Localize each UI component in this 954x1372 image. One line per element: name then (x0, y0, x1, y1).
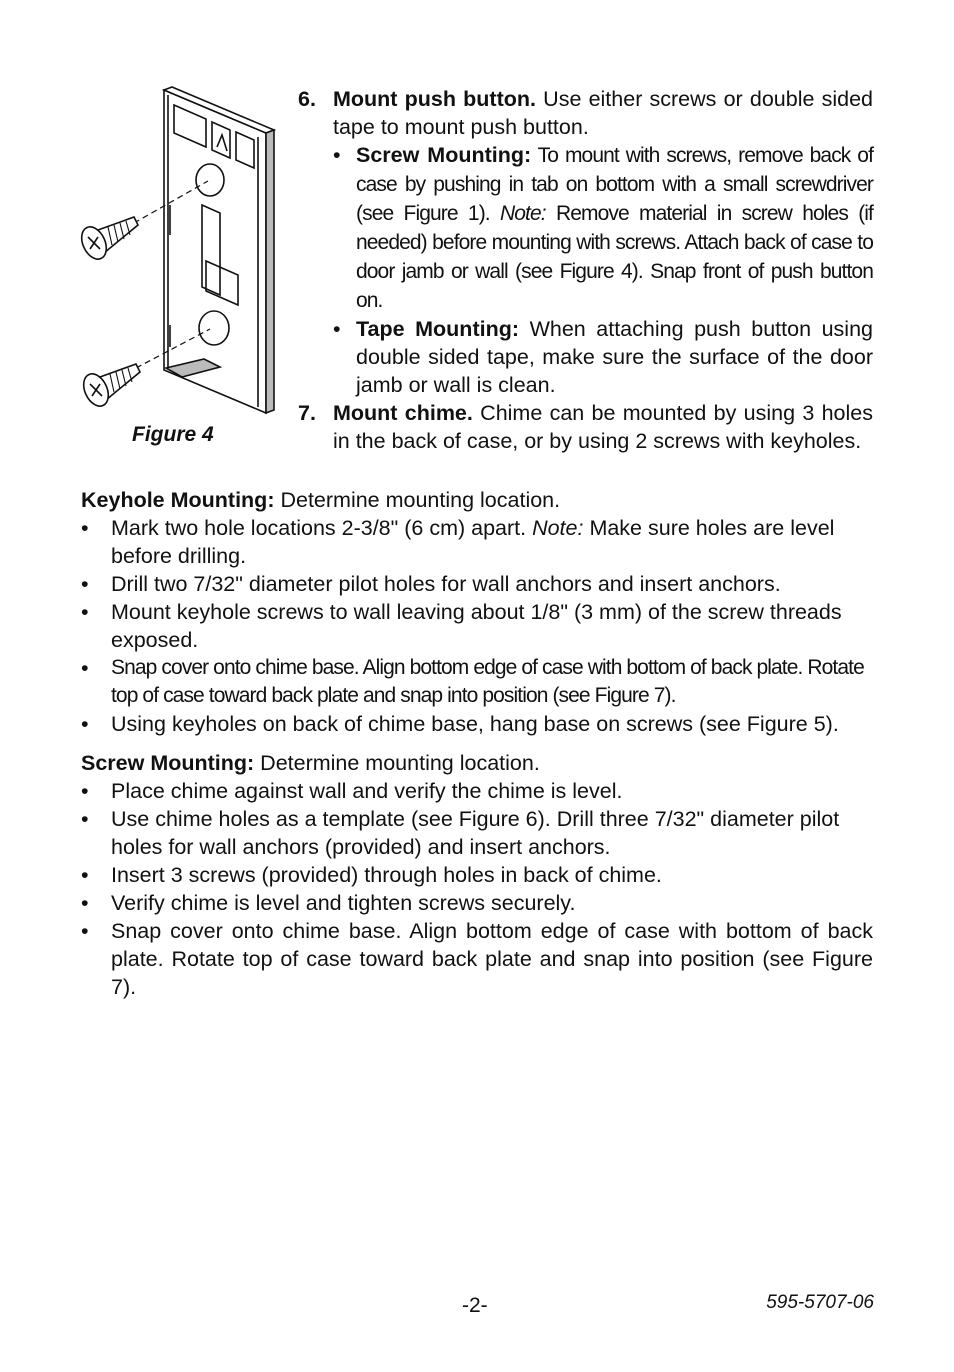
note-label: Note: (500, 202, 546, 225)
bullet: • (81, 656, 89, 680)
figure-caption: Figure 4 (132, 423, 214, 446)
item-text: Using keyholes on back of chime base, hang base on screws (see Figure 5). (111, 712, 839, 736)
item-text: Snap cover onto chime base. Align bottom edge of case with bottom of back plate. Rotate top of case toward back plate and snap into position (see Figure 7). (111, 656, 864, 707)
screw-mounting-section (81, 749, 873, 1001)
item-text: Place chime against wall and verify the chime is level. (111, 779, 623, 803)
document-code: 595-5707-06 (766, 1292, 874, 1313)
list-item (81, 570, 873, 598)
sub-title: Tape Mounting: (356, 317, 520, 341)
sub-text: When attaching push button using double sided tape, make sure the surface of the door jamb or wall is clean. (356, 317, 873, 397)
section-title: Keyhole Mounting: (81, 488, 275, 512)
bullet: • (81, 891, 89, 915)
step-6 (298, 85, 873, 399)
bullet: • (81, 779, 89, 803)
list-item (81, 514, 873, 570)
figure-4-illustration (78, 85, 278, 425)
step-number: 7. (298, 401, 316, 425)
list-item (81, 598, 873, 654)
item-text: Make sure holes are level before drilling. (111, 516, 835, 568)
step-title: Mount push button. (333, 87, 536, 111)
keyhole-mounting-section (81, 486, 873, 738)
section-intro: Determine mounting location. (274, 488, 561, 512)
step-text: Use either screws or double sided tape to mount push button. (333, 87, 873, 139)
list-item (81, 805, 873, 861)
item-text: Use chime holes as a template (see Figure 6). Drill three 7/32" diameter pilot holes for wall anchors (provided) and insert anchors. (111, 807, 840, 859)
item-text: Snap cover onto chime base. Align bottom edge of case with bottom of back plate. Rotate top of case toward back plate and snap into position (see Figure 7). (111, 919, 873, 999)
step-number: 6. (298, 87, 316, 111)
bullet: • (81, 572, 89, 596)
item-text: Verify chime is level and tighten screws securely. (111, 891, 576, 915)
screw-bottom-icon (79, 364, 140, 410)
bullet: • (333, 317, 341, 341)
bullet: • (81, 600, 89, 624)
sub-title: Screw Mounting: (356, 143, 532, 167)
bullet: • (81, 807, 89, 831)
sub-item-screw-mounting (333, 141, 873, 315)
section-intro: Determine mounting location. (254, 751, 540, 775)
bullet: • (81, 712, 89, 736)
list-item (81, 861, 873, 889)
item-text: Mount keyhole screws to wall leaving about 1/8" (3 mm) of the screw threads exposed. (111, 600, 842, 652)
note-label: Note: (532, 516, 584, 540)
bullet: • (81, 516, 89, 540)
section-title: Screw Mounting: (81, 751, 255, 775)
list-item (81, 917, 873, 1001)
step-title: Mount chime. (333, 401, 473, 425)
sub-text: Remove material in screw holes (if needed) before mounting with screws. Attach back of case to door jamb or wall (see Figure 4). Snap front of push button on. (356, 202, 873, 312)
screw-top-icon (78, 217, 138, 263)
list-item (81, 654, 873, 710)
sub-item-tape-mounting (333, 315, 873, 399)
push-button-case-drawing (78, 85, 278, 425)
sub-text: To mount with screws, remove back of case by pushing in tab on bottom with a small screwdriver (see Figure 1). (356, 144, 874, 225)
item-text: Drill two 7/32" diameter pilot holes for wall anchors and insert anchors. (111, 572, 781, 596)
list-item (81, 710, 873, 738)
mounting-steps (298, 85, 873, 455)
bullet: • (333, 143, 341, 167)
page-number: -2- (462, 1294, 488, 1317)
bullet: • (81, 919, 89, 943)
list-item (81, 889, 873, 917)
step-7 (298, 399, 873, 455)
list-item (81, 777, 873, 805)
step-text: Chime can be mounted by using 3 holes in the back of case, or by using 2 screws with keyholes. (333, 401, 873, 453)
bullet: • (81, 863, 89, 887)
item-text: Insert 3 screws (provided) through holes in back of chime. (111, 863, 662, 887)
item-text: Mark two hole locations 2-3/8" (6 cm) apart. (111, 516, 533, 540)
